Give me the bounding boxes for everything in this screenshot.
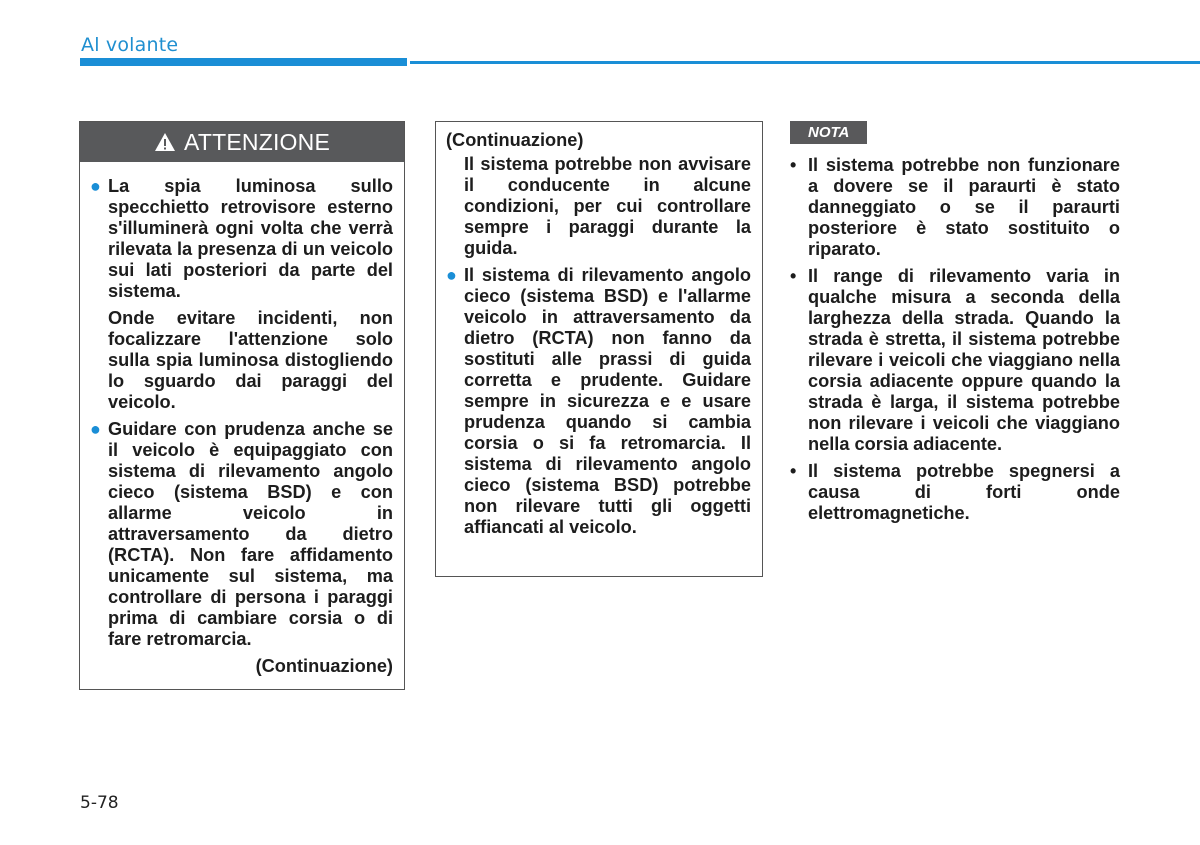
note-item-text: Il sistema potrebbe non funzionare a dovere se il paraurti è stato danneggiato o se il paraurti posteriore è stato sostituito o riparato.: [808, 155, 1120, 259]
note-item: [790, 266, 1120, 455]
bullet-dot-icon: ●: [90, 176, 101, 196]
continued-heading: (Continuazione): [446, 130, 584, 150]
section-title: Al volante: [81, 34, 179, 56]
note-item: [790, 155, 1120, 260]
warning-item-text: La spia luminosa sullo specchietto retrovisore esterno s'illuminerà ogni volta che verrà rilevata la presenza di un veicolo sui lati posteriori da parte del sistema.: [108, 176, 393, 301]
note-item: [790, 461, 1120, 524]
warning-item-text: Onde evitare incidenti, non focalizzare l'attenzione solo sulla spia luminosa distogliendo lo sguardo dai paraggi del veicolo.: [108, 308, 393, 412]
warning-item: [90, 419, 393, 650]
warning-title: ATTENZIONE: [184, 128, 330, 155]
continued-item-text: Il sistema di rilevamento angolo cieco (sistema BSD) e l'allarme veicolo in attraversamento da dietro (RCTA) non fanno da sostituti alle prassi di guida corretta e prudente. Guidare sempre in sicurezza e e usare prudenza quando si cambia corsia o si fa retromarcia. Il sistema di rilevamento angolo cieco (sistema BSD) potrebbe non rilevare tutti gli oggetti affiancati al veicolo.: [464, 265, 751, 537]
continuation-label: (Continuazione): [255, 656, 393, 676]
page-number: 5-78: [80, 793, 119, 813]
warning-triangle-icon: [154, 132, 176, 152]
note-content: [790, 155, 1120, 524]
warning-box: [79, 121, 405, 690]
warning-header: [80, 122, 404, 162]
warning-item-text: Guidare con prudenza anche se il veicolo è equipaggiato con sistema di rilevamento angolo cieco (sistema BSD) e con allarme veicolo in attraversamento da dietro (RCTA). Non fare affidamento unicamente sul sistema, ma controllare di persona i paraggi prima di cambiare corsia o di fare retromarcia.: [108, 419, 393, 649]
note-item-text: Il sistema potrebbe spegnersi a causa di forti onde elettromagnetiche.: [808, 461, 1120, 523]
note-label: NOTA: [790, 121, 867, 144]
bullet-dot-icon: •: [790, 461, 797, 481]
header-rule-thin: [410, 61, 1200, 64]
warning-item: [90, 176, 393, 413]
bullet-dot-icon: •: [790, 266, 797, 286]
bullet-dot-icon: ●: [90, 419, 101, 439]
header-rule-thick: [80, 58, 407, 66]
note-item-text: Il range di rilevamento varia in qualche misura a seconda della larghezza della strada. Quando la strada è stretta, il sistema potrebbe rilevare i veicoli che viaggiano nella corsia adiacente oppure quando la strada è larga, il sistema potrebbe non rilevare i veicoli che viaggiano nella corsia adiacente.: [808, 266, 1120, 454]
continued-box: [435, 121, 763, 577]
bullet-dot-icon: •: [790, 155, 797, 175]
bullet-dot-icon: ●: [446, 265, 457, 285]
continued-item: [446, 265, 751, 538]
continued-paragraph: Il sistema potrebbe non avvisare il conducente in alcune condizioni, per cui controllare sempre i paraggi durante la guida.: [464, 154, 751, 258]
warning-content: [80, 162, 404, 677]
note-section: [790, 121, 1120, 530]
